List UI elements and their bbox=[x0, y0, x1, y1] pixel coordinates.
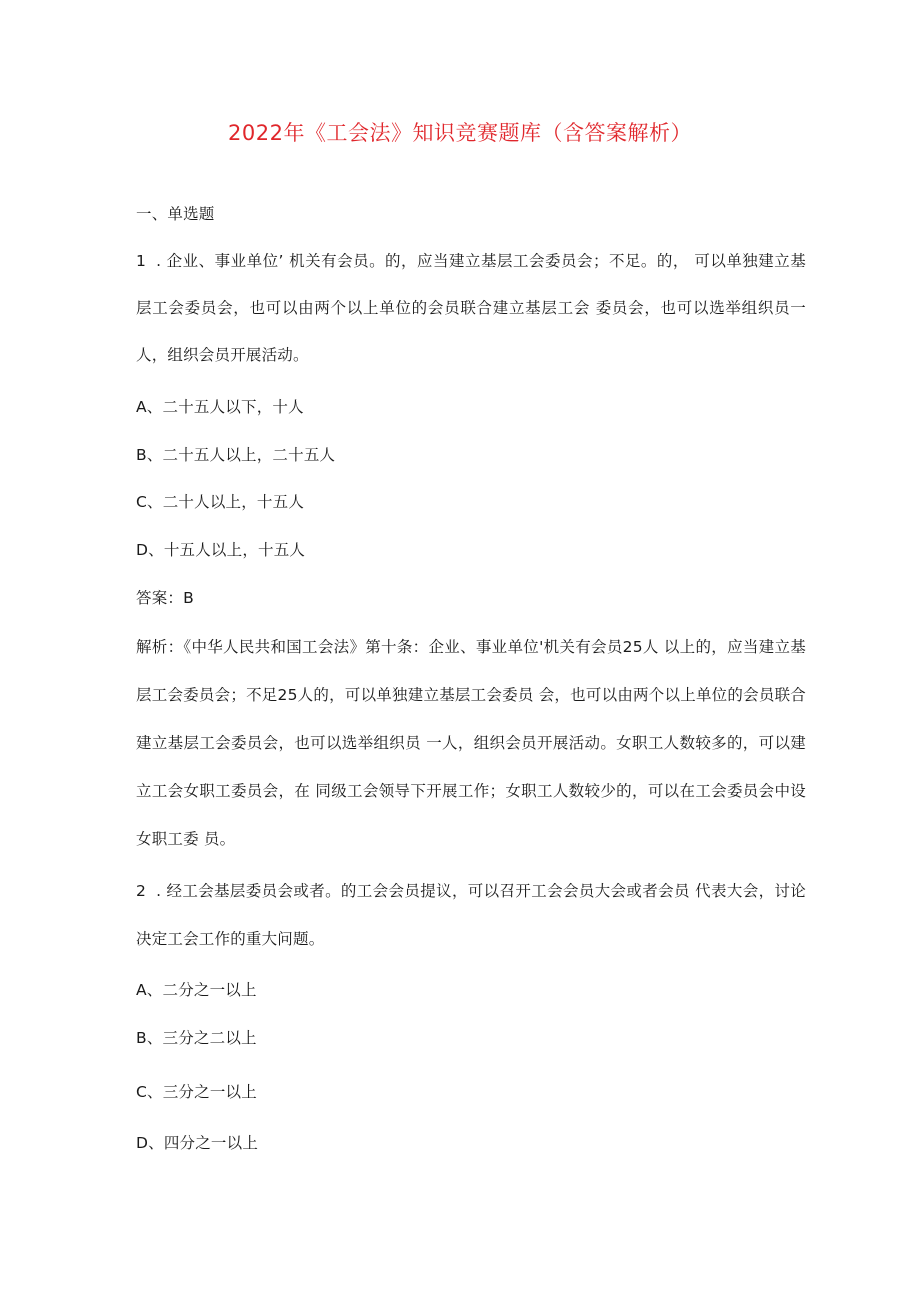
question-1-stem bbox=[136, 238, 806, 379]
question-2-text: . 经工会基层委员会或者。的工会会员提议，可以召开工会会员大会或者会员 代表大会，讨论决定工会工作的重大问题。 bbox=[136, 882, 806, 948]
question-1-text: . 企业、事业单位’ 机关有会员。的，应当建立基层工会委员会；不足。的， 可以单独建立基层工会委员会，也可以由两个以上单位的会员联合建立基层工会 委员会，也可以选举组织员一人，组织会员开展活动。 bbox=[136, 252, 806, 364]
question-1-answer: 答案：B bbox=[136, 589, 194, 607]
question-2-stem bbox=[136, 867, 806, 963]
question-2-option-b: B、三分之二以上 bbox=[136, 1029, 257, 1047]
question-1-option-a: A、二十五人以下，十人 bbox=[136, 398, 304, 416]
section-heading: 一、单选题 bbox=[136, 205, 215, 223]
document-title: 2022年《工会法》知识竞赛题库（含答案解析） bbox=[228, 121, 692, 145]
question-1-option-c: C、二十人以上，十五人 bbox=[136, 493, 305, 511]
question-1-number: 1 bbox=[136, 252, 147, 270]
question-2-option-a: A、二分之一以上 bbox=[136, 981, 257, 999]
question-1-option-d: D、十五人以上，十五人 bbox=[136, 541, 306, 559]
question-2-number: 2 bbox=[136, 882, 147, 900]
question-2-option-d: D、四分之一以上 bbox=[136, 1134, 259, 1152]
question-1-analysis: 解析：《中华人民共和国工会法》第十条：企业、事业单位'机关有会员25人 以上的，应当建立基层工会委员会；不足25人的，可以单独建立基层工会委员 会，也可以由两个以上单位的会员联合建立基层工会委员会，也可以选举组织员 一人，组织会员开展活动。女职工人数较多的，可以建立工会女职工委员会，在 同级工会领导下开展工作；女职工人数较少的，可以在工会委员会中设女职工委 员。 bbox=[136, 638, 806, 848]
question-1-option-b: B、二十五人以上，二十五人 bbox=[136, 446, 336, 464]
question-2-option-c: C、三分之一以上 bbox=[136, 1083, 257, 1101]
